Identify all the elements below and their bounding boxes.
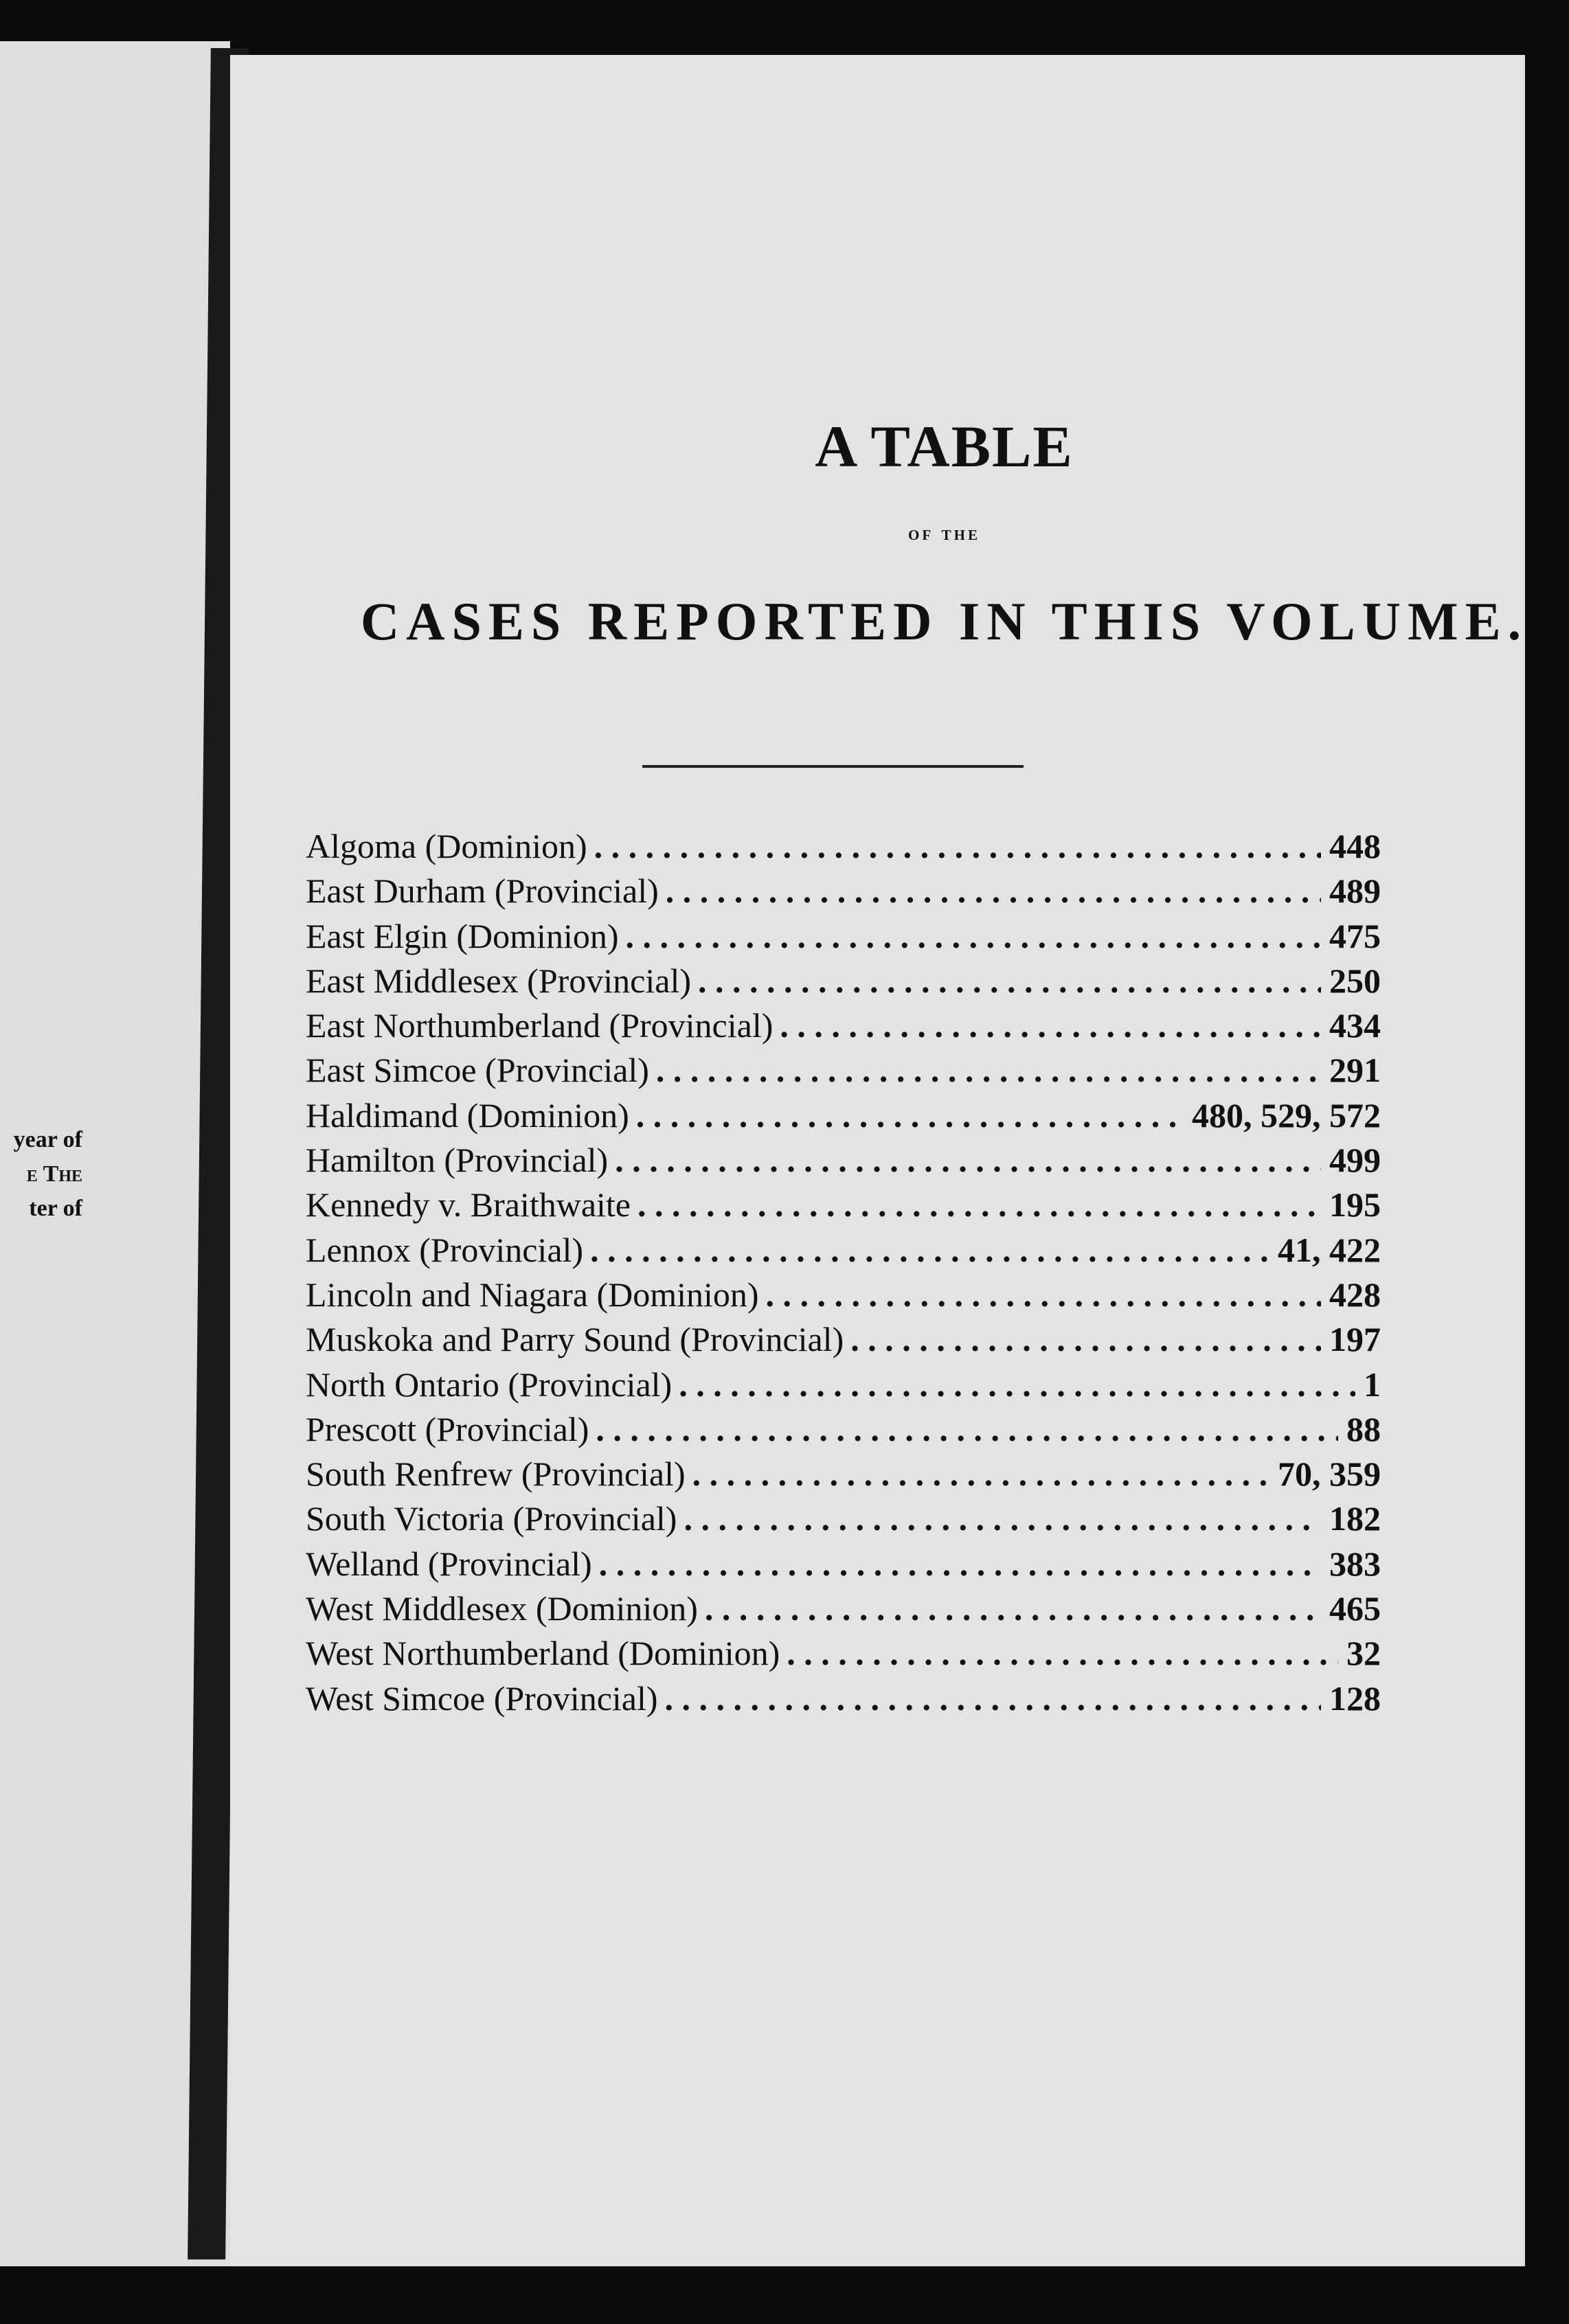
dot-leader	[590, 1228, 1269, 1273]
table-row	[306, 1273, 1381, 1317]
page-numbers: 41, 422	[1278, 1230, 1381, 1269]
case-name: East Elgin (Dominion)	[306, 916, 619, 955]
case-name: West Middlesex (Dominion)	[306, 1589, 698, 1628]
table-row	[306, 1183, 1381, 1227]
dot-leader	[705, 1586, 1321, 1631]
page-numbers: 489	[1329, 872, 1381, 911]
page-numbers: 428	[1329, 1275, 1381, 1314]
table-row	[306, 1093, 1381, 1138]
main-page	[230, 55, 1528, 2266]
page-numbers: 128	[1329, 1678, 1381, 1718]
page-numbers: 475	[1329, 916, 1381, 955]
page-numbers: 291	[1329, 1051, 1381, 1090]
page-numbers: 250	[1329, 961, 1381, 1000]
dot-leader	[596, 1407, 1338, 1452]
page-title: A TABLE	[815, 413, 1074, 479]
dot-leader	[599, 1542, 1321, 1586]
table-row	[306, 1138, 1381, 1183]
table-row	[306, 1317, 1381, 1362]
dot-leader	[665, 1676, 1321, 1721]
dot-leader	[850, 1317, 1321, 1362]
page-title-connector: of the	[907, 522, 980, 545]
page-numbers: 448	[1329, 827, 1381, 865]
case-name: South Renfrew (Provincial)	[306, 1455, 686, 1494]
page-numbers: 70, 359	[1278, 1455, 1381, 1494]
case-name: Lennox (Provincial)	[306, 1230, 584, 1269]
table-row	[306, 824, 1381, 869]
case-name: Prescott (Provincial)	[306, 1409, 589, 1448]
title-divider	[642, 765, 1024, 768]
table-row	[306, 1542, 1381, 1586]
table-row	[306, 1586, 1381, 1631]
page-numbers: 1	[1364, 1365, 1381, 1404]
table-row	[306, 1048, 1381, 1093]
page-numbers: 195	[1329, 1185, 1381, 1224]
case-name: West Simcoe (Provincial)	[306, 1678, 658, 1718]
case-name: East Middlesex (Provincial)	[306, 961, 691, 1000]
table-row	[306, 1452, 1381, 1496]
cases-table	[306, 824, 1381, 1721]
case-name: Haldimand (Dominion)	[306, 1095, 629, 1135]
case-name: Welland (Provincial)	[306, 1544, 592, 1583]
left-page-text-fragment	[0, 1123, 82, 1226]
table-row	[306, 914, 1381, 959]
case-name: South Victoria (Provincial)	[306, 1499, 677, 1538]
page-numbers: 465	[1329, 1589, 1381, 1628]
dot-leader	[615, 1138, 1321, 1183]
table-row	[306, 1496, 1381, 1541]
case-name: East Northumberland (Provincial)	[306, 1006, 774, 1045]
dot-leader	[698, 959, 1321, 1003]
dot-leader	[656, 1048, 1321, 1093]
table-row	[306, 1676, 1381, 1721]
dot-leader	[766, 1273, 1321, 1317]
case-name: Lincoln and Niagara (Dominion)	[306, 1275, 759, 1314]
case-name: Hamilton (Provincial)	[306, 1141, 609, 1180]
left-line: year of	[13, 1127, 82, 1152]
page-subtitle: CASES REPORTED IN THIS VOLUME.	[360, 591, 1528, 651]
table-row	[306, 869, 1381, 913]
page-numbers: 480, 529, 572	[1192, 1095, 1381, 1135]
dot-leader	[666, 869, 1321, 913]
page-numbers: 499	[1329, 1141, 1381, 1180]
page-numbers: 32	[1346, 1634, 1381, 1673]
table-row	[306, 1407, 1381, 1452]
table-row	[306, 1003, 1381, 1048]
case-name: Kennedy v. Braithwaite	[306, 1185, 631, 1224]
dot-leader	[679, 1363, 1355, 1407]
case-name: North Ontario (Provincial)	[306, 1365, 673, 1404]
dot-leader	[692, 1452, 1269, 1496]
table-row	[306, 1228, 1381, 1273]
left-line: ter of	[29, 1196, 82, 1221]
page-numbers: 434	[1329, 1006, 1381, 1045]
case-name: West Northumberland (Dominion)	[306, 1634, 780, 1673]
case-name: Algoma (Dominion)	[306, 827, 587, 865]
page-numbers: 197	[1329, 1320, 1381, 1359]
table-row	[306, 1631, 1381, 1676]
dot-leader	[637, 1183, 1321, 1227]
left-line: e The	[26, 1161, 82, 1187]
dot-leader	[684, 1496, 1321, 1541]
page-numbers: 182	[1329, 1499, 1381, 1538]
page-numbers: 383	[1329, 1544, 1381, 1583]
dot-leader	[636, 1093, 1184, 1138]
page-numbers: 88	[1346, 1409, 1381, 1448]
case-name: East Durham (Provincial)	[306, 872, 659, 911]
case-name: East Simcoe (Provincial)	[306, 1051, 649, 1090]
table-row	[306, 1363, 1381, 1407]
table-row	[306, 959, 1381, 1003]
dot-leader	[787, 1631, 1338, 1676]
dot-leader	[780, 1003, 1321, 1048]
case-name: Muskoka and Parry Sound (Provincial)	[306, 1320, 844, 1359]
dot-leader	[594, 824, 1321, 869]
dot-leader	[626, 914, 1322, 959]
